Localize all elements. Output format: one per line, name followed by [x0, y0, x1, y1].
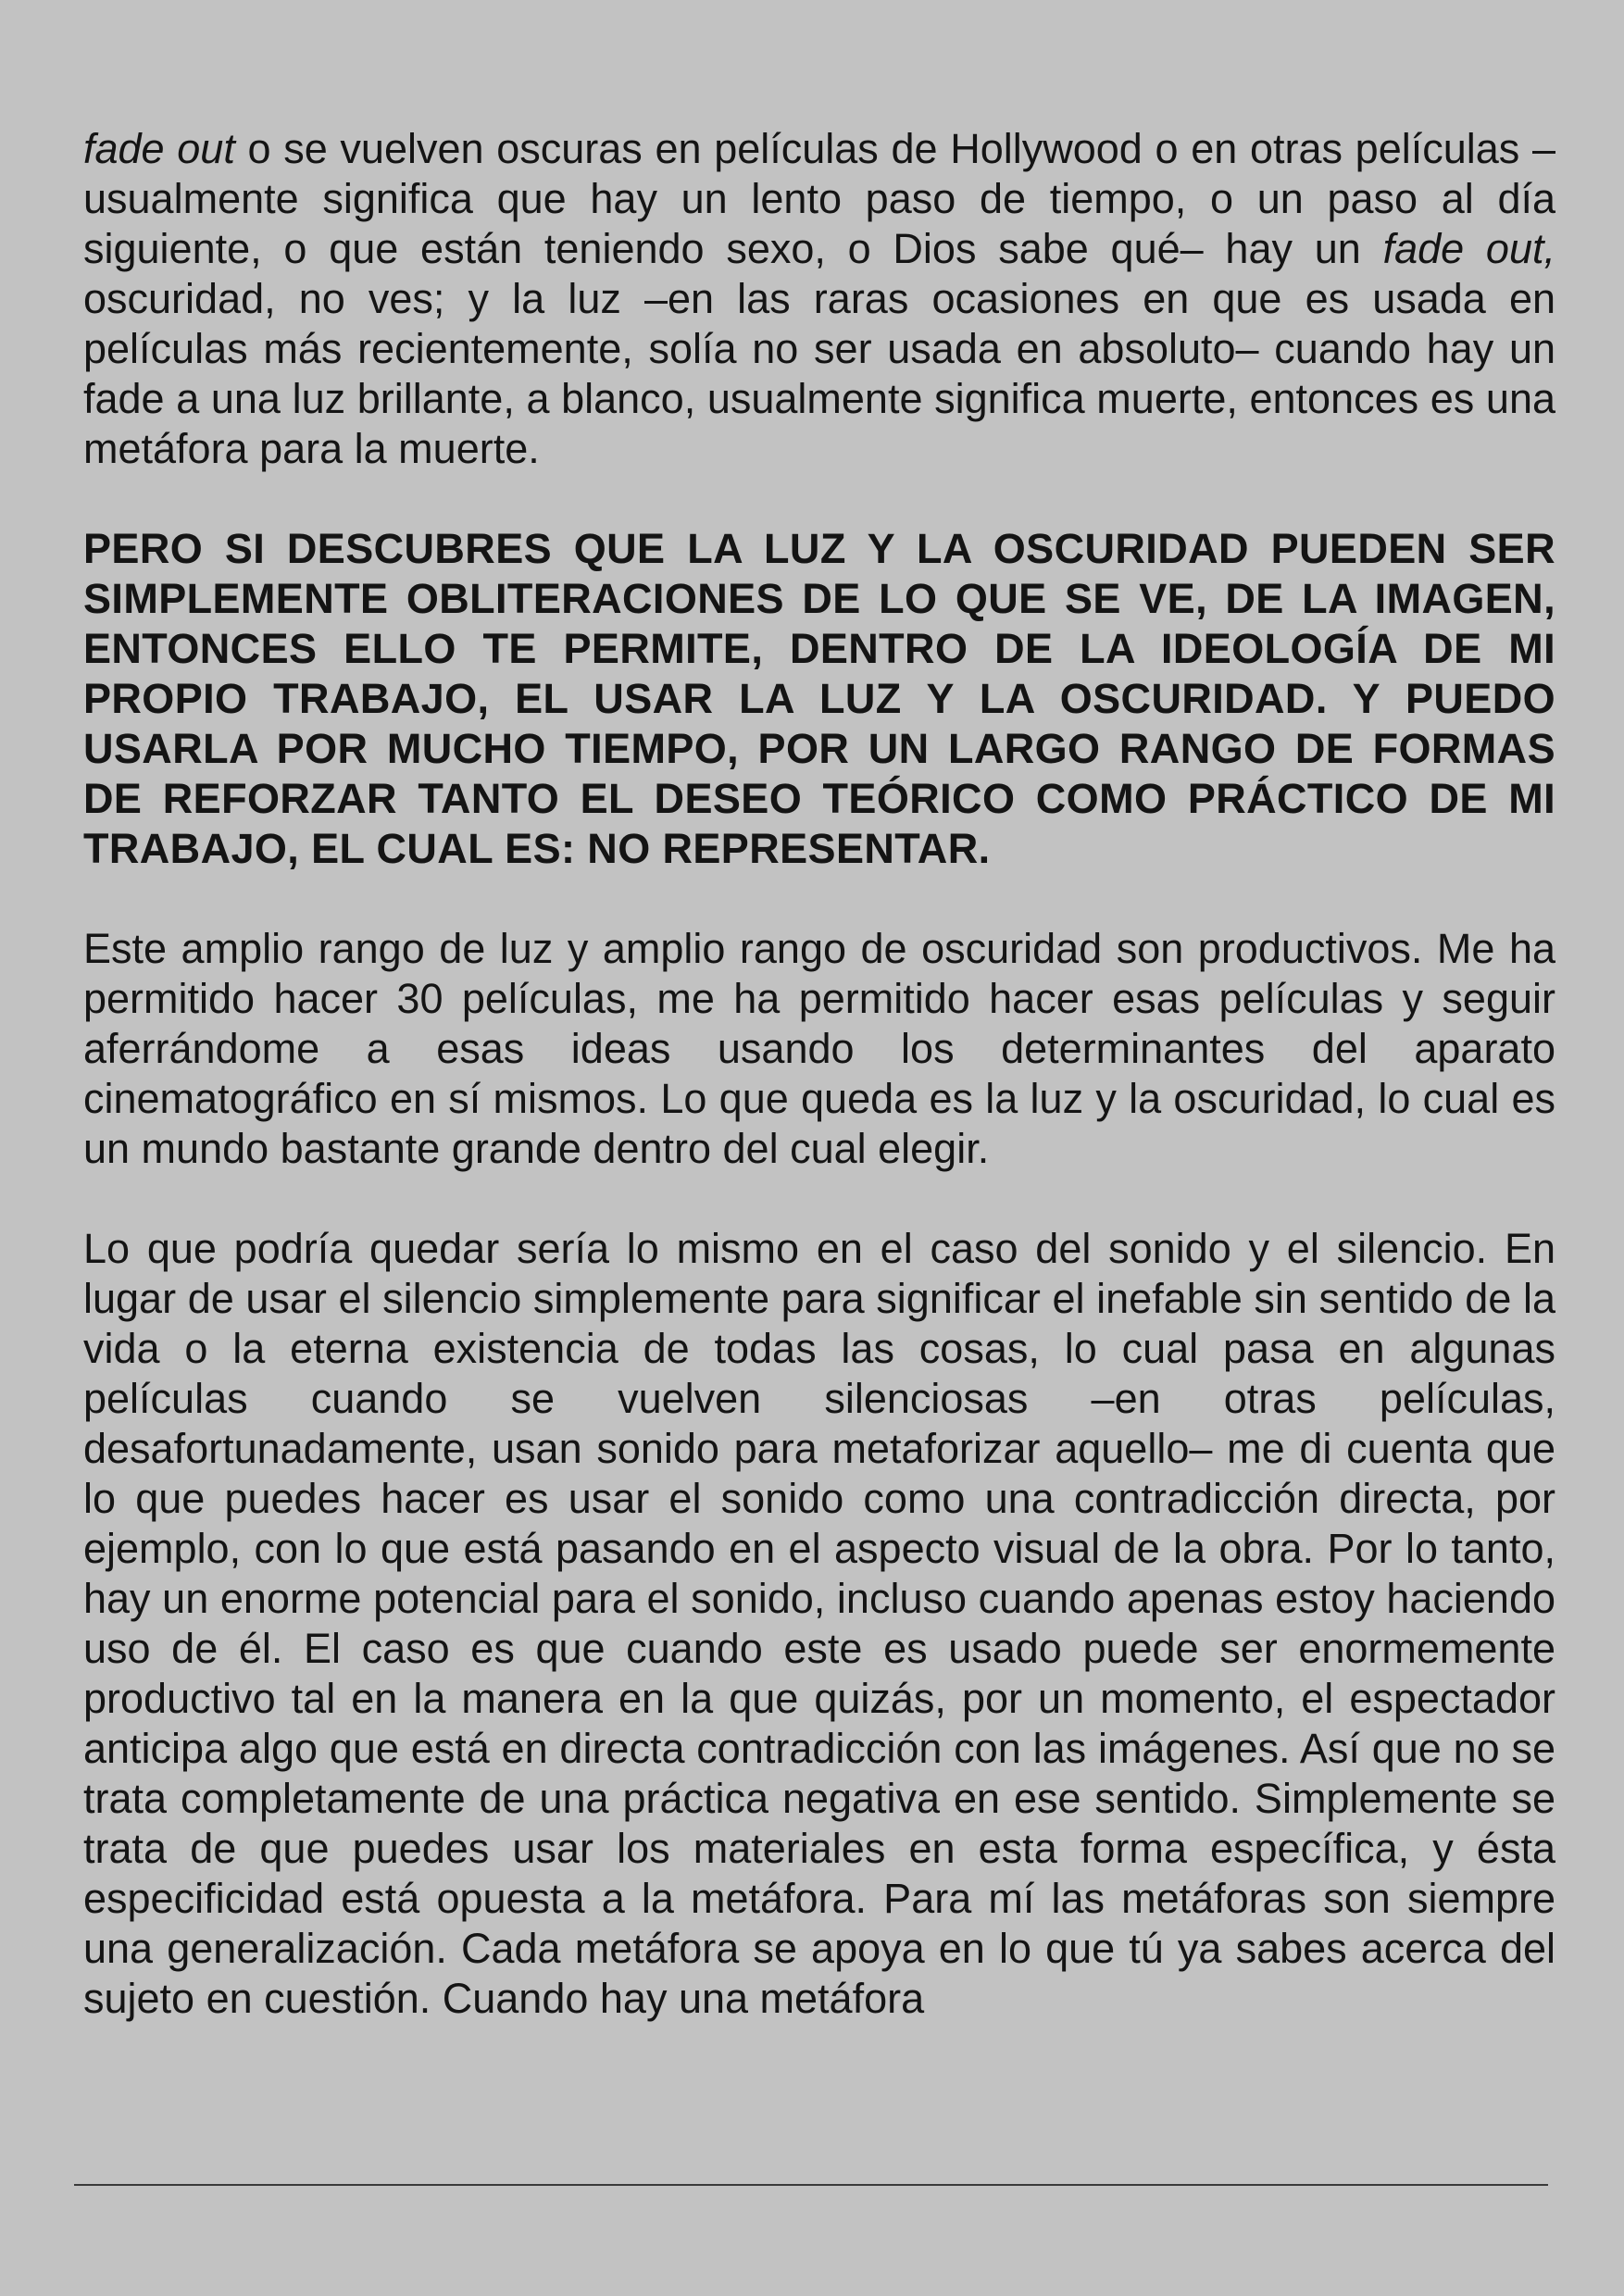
body-text — [83, 124, 1555, 2024]
footer-rule — [74, 2184, 1548, 2186]
italic-term: fade out — [83, 125, 235, 172]
paragraph-text: oscuridad, no ves; y la luz –en las raras ocasiones en que es usada en películas más recientemente, solía no ser usada en absoluto– cuando hay un fade a una luz brillante, a blanco, usualmente significa muerte, entonces es una metáfora para la muerte. — [83, 275, 1555, 472]
paragraph-fade-out — [83, 124, 1555, 474]
paragraph-uppercase-emphasis: PERO SI DESCUBRES QUE LA LUZ Y LA OSCURIDAD PUEDEN SER SIMPLEMENTE OBLITERACIONES DE LO QUE SE VE, DE LA IMAGEN, ENTONCES ELLO TE PERMITE, DENTRO DE LA IDEOLOGÍA DE MI PROPIO TRABAJO, EL USAR LA LUZ Y LA OSCURIDAD. Y PUEDO USARLA POR MUCHO TIEMPO, POR UN LARGO RANGO DE FORMAS DE REFORZAR TANTO EL DESEO TEÓRICO COMO PRÁCTICO DE MI TRABAJO, EL CUAL ES: NO REPRESENTAR. — [83, 525, 1555, 872]
paragraph-sound-silence: Lo que podría quedar sería lo mismo en el caso del sonido y el silencio. En lugar de usar el silencio simplemente para significar el inefable sin sentido de la vida o la eterna existencia de todas las cosas, lo cual pasa en algunas películas cuando se vuelven silenciosas –en otras películas, desafortunadamente, usan sonido para metaforizar aquello– me di cuenta que lo que puedes hacer es usar el sonido como una contradicción directa, por ejemplo, con lo que está pasando en el aspecto visual de la obra. Por lo tanto, hay un enorme potencial para el sonido, incluso cuando apenas estoy haciendo uso de él. El caso es que cuando este es usado puede ser enormemente productivo tal en la manera en la que quizás, por un momento, el espectador anticipa algo que está en directa contradicción con las imágenes. Así que no se trata completamente de una práctica negativa en ese sentido. Simplemente se trata de que puedes usar los materiales en esta forma específica, y ésta especificidad está opuesta a la metáfora. Para mí las metáforas son siempre una generalización. Cada metáfora se apoya en lo que tú ya sabes acerca del sujeto en cuestión. Cuando hay una metáfora — [83, 1225, 1555, 2022]
paragraph-light-darkness: Este amplio rango de luz y amplio rango de oscuridad son productivos. Me ha permitido hacer 30 películas, me ha permitido hacer esas películas y seguir aferrándome a esas ideas usando los determinantes del aparato cinematográfico en sí mismos. Lo que queda es la luz y la oscuridad, lo cual es un mundo bastante grande dentro del cual elegir. — [83, 925, 1555, 1172]
paragraph-text: o se vuelven oscuras en películas de Hollywood o en otras películas –usualmente significa que hay un lento paso de tiempo, o un paso al día siguiente, o que están teniendo sexo, o Dios sabe qué– hay un — [83, 125, 1555, 272]
italic-term: fade out, — [1382, 225, 1555, 272]
